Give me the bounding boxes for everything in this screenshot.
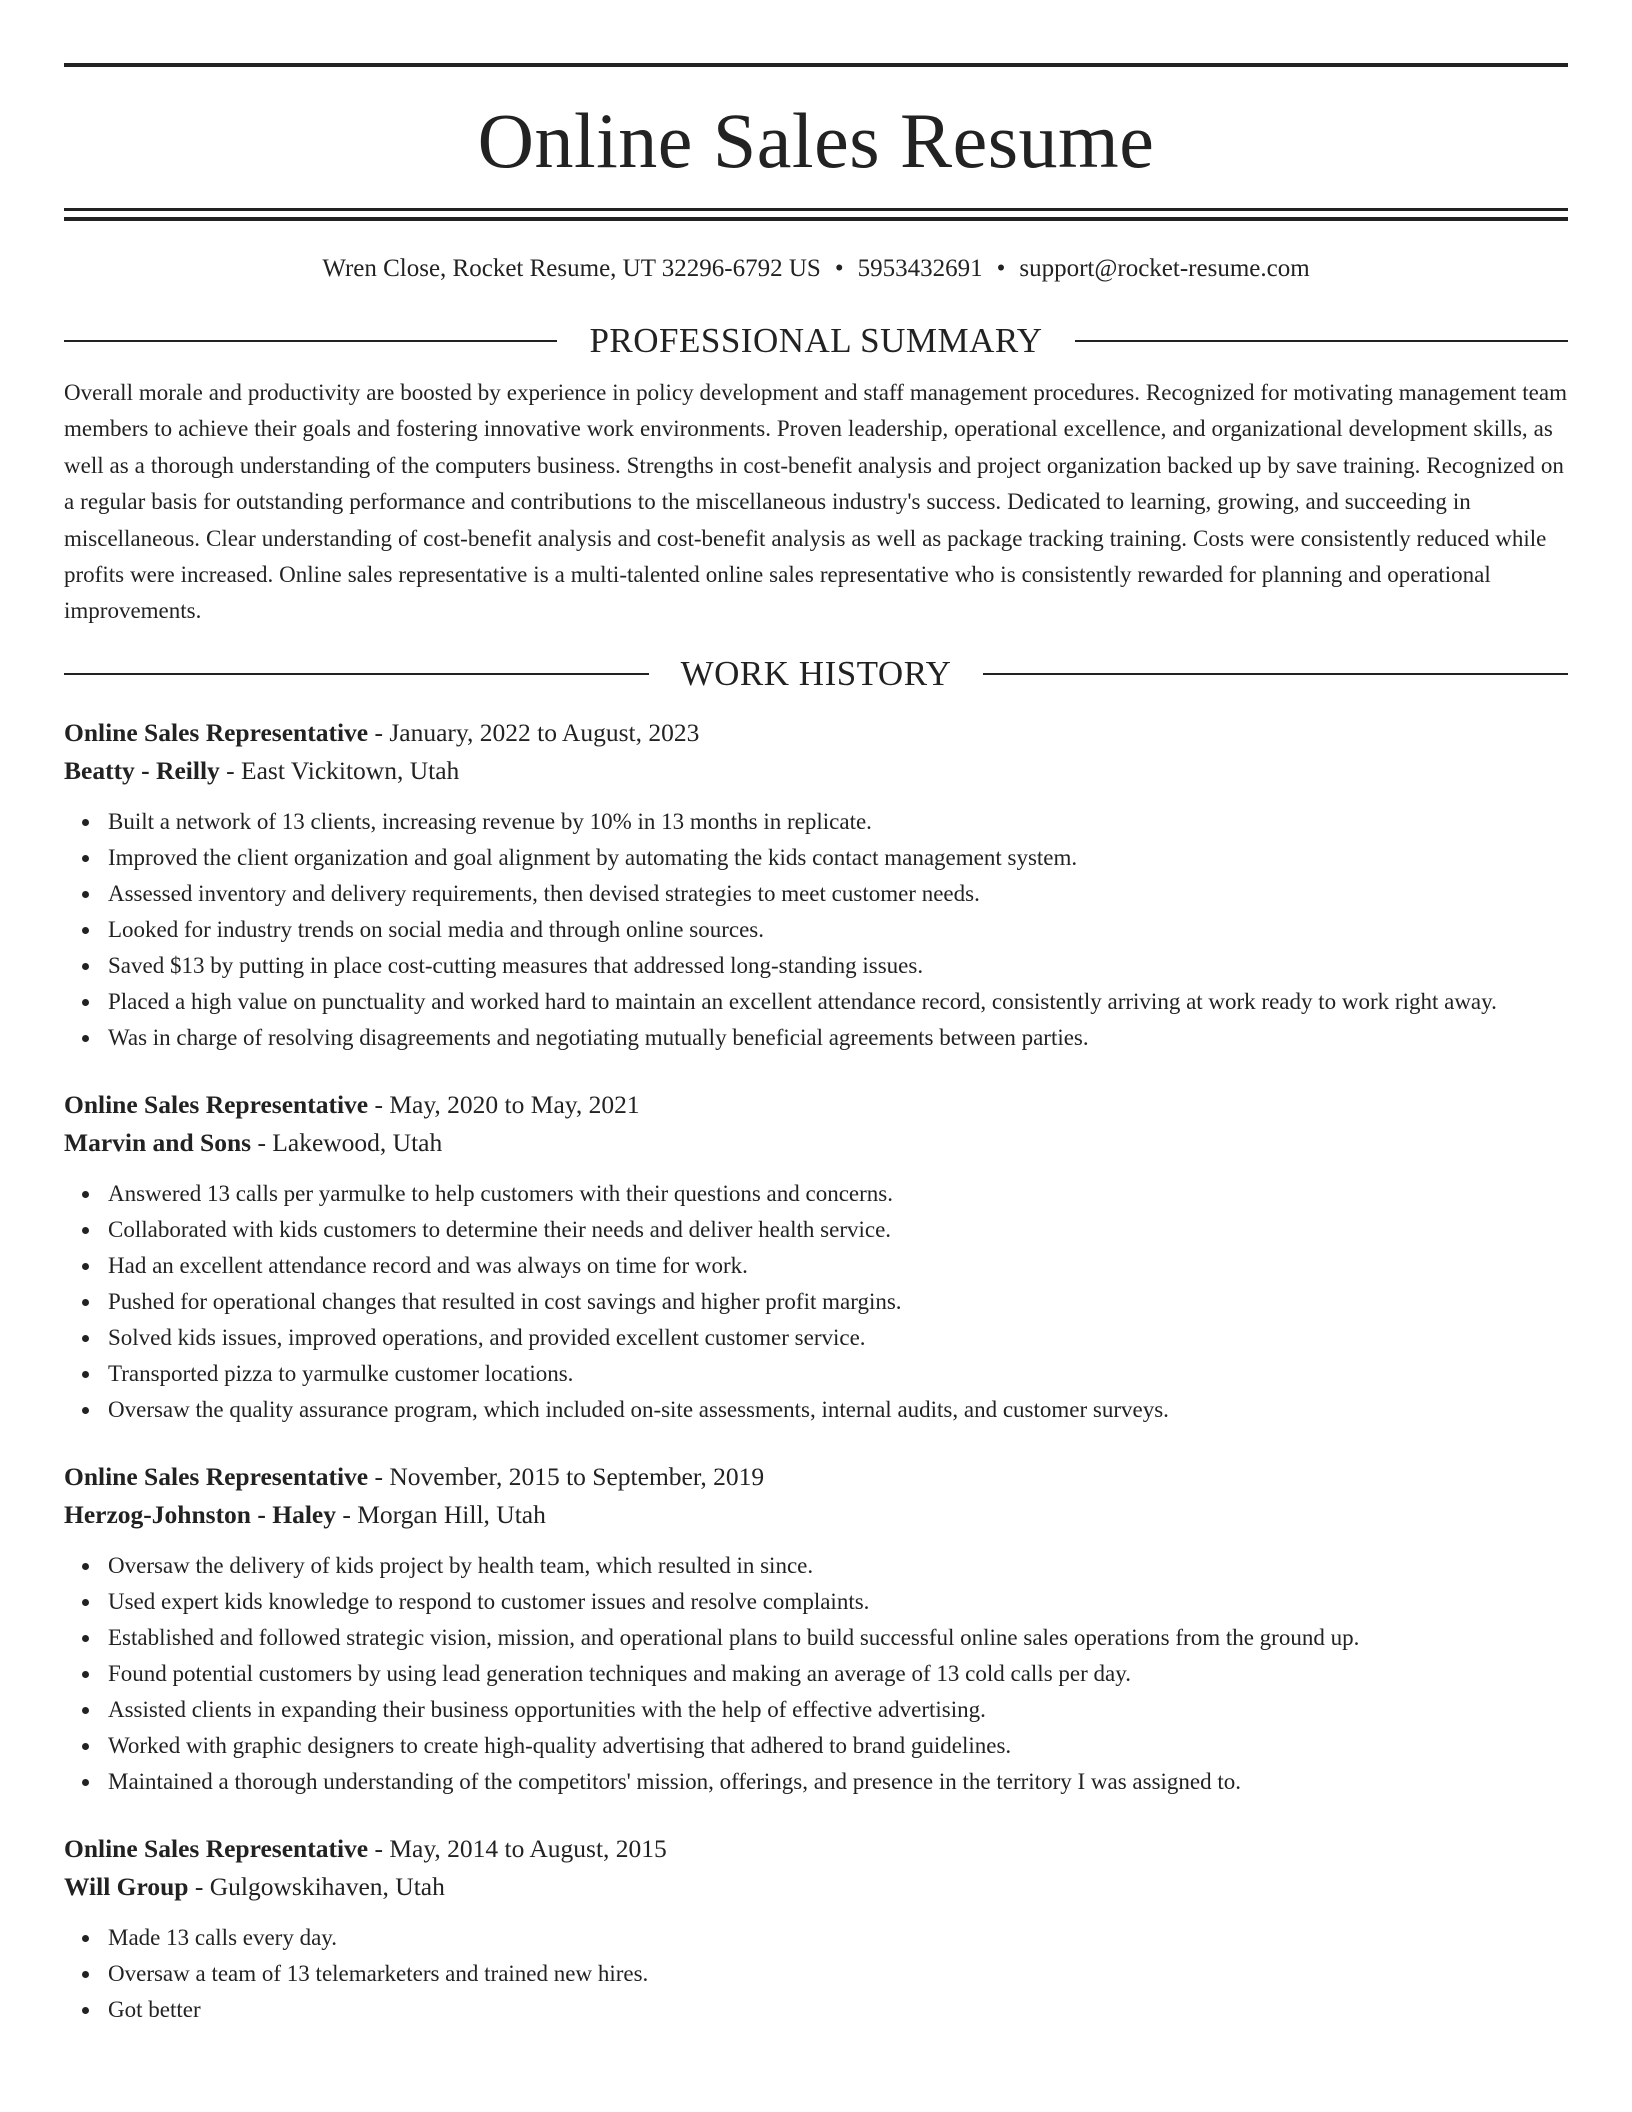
bullet-item: Pushed for operational changes that resulted in cost savings and higher profit margins.	[108, 1284, 1568, 1320]
bullet-item: Saved $13 by putting in place cost-cutting measures that addressed long-standing issues.	[108, 948, 1568, 984]
bullet-item: Collaborated with kids customers to determine their needs and deliver health service.	[108, 1212, 1568, 1248]
job-title-line	[64, 1830, 1568, 1868]
job-location: - Lakewood, Utah	[257, 1127, 443, 1157]
bullet-item: Oversaw the quality assurance program, which included on-site assessments, internal audits, and customer surveys.	[108, 1392, 1568, 1428]
job-title: Online Sales Representative	[64, 1833, 369, 1863]
contact-email: support@rocket-resume.com	[1019, 255, 1310, 282]
job-bullets	[64, 1176, 1568, 1428]
bullet-item: Worked with graphic designers to create high-quality advertising that adhered to brand guidelines.	[108, 1728, 1568, 1764]
job-title: Online Sales Representative	[64, 717, 369, 747]
bullet-item: Solved kids issues, improved operations, and provided excellent customer service.	[108, 1320, 1568, 1356]
heading-rule-left	[64, 340, 557, 342]
job-company: Herzog-Johnston - Haley	[64, 1499, 336, 1529]
bullet-item: Looked for industry trends on social media and through online sources.	[108, 912, 1568, 948]
job-location: - Morgan Hill, Utah	[342, 1499, 546, 1529]
resume-page	[64, 0, 1568, 2028]
job-company: Marvin and Sons	[64, 1127, 252, 1157]
contact-separator: •	[996, 255, 1006, 282]
job-dates: - November, 2015 to September, 2019	[374, 1461, 765, 1491]
heading-rule-right	[1075, 340, 1568, 342]
summary-paragraph: Overall morale and productivity are boosted by experience in policy development and staff management procedures. Recognized for motivating management team members to achieve their goals and fostering innovative work environments. Proven leadership, operational excellence, and organizational development skills, as well as a thorough understanding of the computers business. Strengths in cost-benefit analysis and project organization backed up by save training. Recognized on a regular basis for outstanding performance and contributions to the miscellaneous industry's success. Dedicated to learning, growing, and succeeding in miscellaneous. Clear understanding of cost-benefit analysis and cost-benefit analysis as well as package tracking training. Costs were consistently reduced while profits were increased. Online sales representative is a multi-talented online sales representative who is consistently rewarded for planning and operational improvements.	[64, 380, 1567, 624]
job-company-line	[64, 1496, 1568, 1534]
job-title-line	[64, 1086, 1568, 1124]
job-title-line	[64, 714, 1568, 752]
bullet-item: Had an excellent attendance record and was always on time for work.	[108, 1248, 1568, 1284]
contact-address: Wren Close, Rocket Resume, UT 32296-6792 US	[322, 255, 821, 282]
bullet-item: Was in charge of resolving disagreements and negotiating mutually beneficial agreements between parties.	[108, 1020, 1568, 1056]
bullet-item: Oversaw a team of 13 telemarketers and trained new hires.	[108, 1956, 1568, 1992]
bullet-item: Transported pizza to yarmulke customer locations.	[108, 1356, 1568, 1392]
job-dates: - May, 2014 to August, 2015	[374, 1833, 667, 1863]
bullet-item: Made 13 calls every day.	[108, 1920, 1568, 1956]
section-title: PROFESSIONAL SUMMARY	[589, 321, 1043, 360]
bullet-item: Assessed inventory and delivery requirements, then devised strategies to meet customer needs.	[108, 876, 1568, 912]
job-dates: - January, 2022 to August, 2023	[374, 717, 700, 747]
heading-rule-left	[64, 673, 649, 675]
top-rule	[64, 63, 1568, 67]
bullet-item: Assisted clients in expanding their business opportunities with the help of effective advertising.	[108, 1692, 1568, 1728]
bullet-item: Oversaw the delivery of kids project by health team, which resulted in since.	[108, 1548, 1568, 1584]
job-company-line	[64, 1868, 1568, 1906]
section-heading-summary	[64, 319, 1568, 363]
job-bullets	[64, 1548, 1568, 1800]
job-company-line	[64, 752, 1568, 790]
page-title: Online Sales Resume	[477, 97, 1155, 184]
heading-rule-right	[983, 673, 1568, 675]
bullet-item: Placed a high value on punctuality and worked hard to maintain an excellent attendance record, consistently arriving at work ready to work right away.	[108, 984, 1568, 1020]
contact-line	[64, 253, 1568, 285]
bullet-item: Built a network of 13 clients, increasing revenue by 10% in 13 months in replicate.	[108, 804, 1568, 840]
bullet-item: Answered 13 calls per yarmulke to help customers with their questions and concerns.	[108, 1176, 1568, 1212]
job-location: - East Vickitown, Utah	[226, 755, 460, 785]
job-title: Online Sales Representative	[64, 1089, 369, 1119]
bullet-item: Used expert kids knowledge to respond to customer issues and resolve complaints.	[108, 1584, 1568, 1620]
section-title: WORK HISTORY	[680, 653, 952, 693]
bullet-item: Improved the client organization and goal alignment by automating the kids contact management system.	[108, 840, 1568, 876]
job-company: Beatty - Reilly	[64, 755, 220, 785]
job-title: Online Sales Representative	[64, 1461, 369, 1491]
job-entry	[64, 1830, 1568, 2028]
title-double-rule	[64, 208, 1568, 221]
bullet-item: Maintained a thorough understanding of the competitors' mission, offerings, and presence in the territory I was assigned to.	[108, 1764, 1568, 1800]
job-bullets	[64, 804, 1568, 1056]
bullet-item: Got better	[108, 1992, 1568, 2028]
job-entry	[64, 1458, 1568, 1800]
bullet-item: Established and followed strategic vision, mission, and operational plans to build successful online sales operations from the ground up.	[108, 1620, 1568, 1656]
job-entry	[64, 1086, 1568, 1428]
job-entry	[64, 714, 1568, 1056]
job-title-line	[64, 1458, 1568, 1496]
section-heading-work-history	[64, 652, 1568, 696]
job-bullets	[64, 1920, 1568, 2028]
job-company-line	[64, 1124, 1568, 1162]
contact-phone: 5953432691	[857, 255, 983, 282]
bullet-item: Found potential customers by using lead generation techniques and making an average of 13 cold calls per day.	[108, 1656, 1568, 1692]
job-dates: - May, 2020 to May, 2021	[374, 1089, 640, 1119]
contact-separator: •	[834, 255, 844, 282]
job-location: - Gulgowskihaven, Utah	[194, 1871, 445, 1901]
work-history-list	[64, 714, 1568, 2028]
job-company: Will Group	[64, 1871, 189, 1901]
